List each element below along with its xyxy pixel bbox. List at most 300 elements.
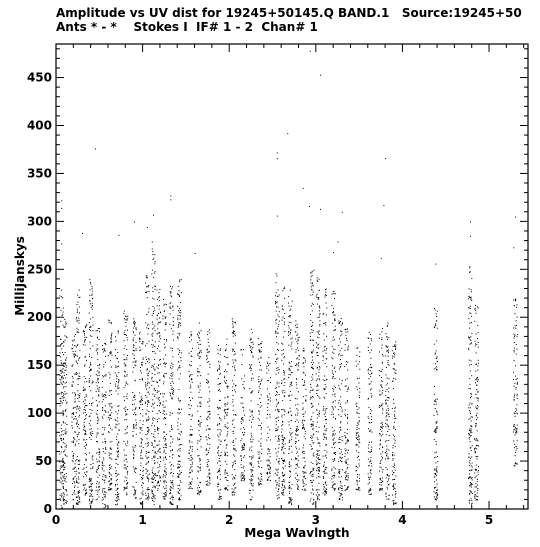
data-point [281,382,282,383]
data-point [345,409,346,410]
data-point [149,359,150,360]
data-point [369,482,370,483]
data-point [299,337,300,338]
data-point [61,474,62,475]
data-point [386,416,387,417]
data-point [219,471,220,472]
data-point [209,477,210,478]
data-point [382,424,383,425]
data-point [191,351,192,352]
data-point [333,475,334,476]
data-point [109,467,110,468]
data-point [86,414,87,415]
data-point [276,399,277,400]
data-point [140,420,141,421]
data-point [227,397,228,398]
data-point [79,396,80,397]
data-point [297,428,298,429]
data-point [395,348,396,349]
data-point [290,411,291,412]
data-point [270,439,271,440]
data-point [332,378,333,379]
data-point [227,452,228,453]
data-point [164,411,165,412]
data-point [392,474,393,475]
data-point [172,484,173,485]
data-point [249,490,250,491]
data-point [145,403,146,404]
data-point [117,406,118,407]
data-point [172,482,173,483]
data-point [275,331,276,332]
data-point [470,432,471,433]
data-point [233,448,234,449]
data-point [124,464,125,465]
data-point [145,345,146,346]
data-point [331,478,332,479]
data-point [106,506,107,507]
data-point [278,448,279,449]
data-point [258,381,259,382]
data-point [98,468,99,469]
data-point [469,465,470,466]
data-point [191,405,192,406]
data-point [180,448,181,449]
data-point [190,447,191,448]
data-point [170,347,171,348]
data-point [290,366,291,367]
data-point [172,389,173,390]
data-point [117,464,118,465]
data-point [326,452,327,453]
data-point [139,498,140,499]
data-point [296,378,297,379]
data-point [382,477,383,478]
data-point [244,444,245,445]
data-point [115,349,116,350]
data-point [471,498,472,499]
data-point [334,467,335,468]
data-point [209,364,210,365]
data-point [209,398,210,399]
data-point [83,390,84,391]
data-point [159,296,160,297]
data-point [233,492,234,493]
data-point [318,317,319,318]
data-point [142,380,143,381]
data-point [382,408,383,409]
data-point [332,459,333,460]
data-point [244,447,245,448]
data-point [368,459,369,460]
data-point [333,433,334,434]
data-point [78,477,79,478]
data-point [302,480,303,481]
data-point [134,451,135,452]
data-point [136,497,137,498]
data-point [140,470,141,471]
data-point [226,339,227,340]
data-point [64,366,65,367]
data-point [133,435,134,436]
data-point [166,401,167,402]
data-point [311,286,312,287]
data-point [91,403,92,404]
data-point [141,498,142,499]
data-point [61,370,62,371]
data-point [226,344,227,345]
data-point [86,394,87,395]
data-point [93,325,94,326]
data-point [312,425,313,426]
data-point [116,463,117,464]
data-point [170,450,171,451]
data-point [89,503,90,504]
data-point [270,417,271,418]
data-point [326,314,327,315]
data-point [135,494,136,495]
data-point [261,423,262,424]
data-point [90,409,91,410]
data-point [97,410,98,411]
data-point [163,457,164,458]
data-point [317,418,318,419]
data-point [339,442,340,443]
data-point [225,426,226,427]
data-point [276,459,277,460]
data-point [283,370,284,371]
data-point [326,473,327,474]
data-point [344,414,345,415]
data-point [84,407,85,408]
data-point [136,327,137,328]
data-point [241,364,242,365]
data-point [394,345,395,346]
data-point [163,432,164,433]
data-point [66,447,67,448]
data-point [116,436,117,437]
data-point [125,376,126,377]
data-point [90,301,91,302]
data-point [234,366,235,367]
data-point [289,503,290,504]
data-point [388,350,389,351]
data-point [206,359,207,360]
data-point [157,483,158,484]
data-point [278,411,279,412]
data-point [325,324,326,325]
data-point [157,290,158,291]
data-point [317,458,318,459]
data-point [77,344,78,345]
data-point [250,366,251,367]
data-point [153,501,154,502]
data-point [251,435,252,436]
data-point [172,356,173,357]
data-point [219,369,220,370]
data-point [225,473,226,474]
data-point [133,332,134,333]
data-point [154,440,155,441]
data-point [189,376,190,377]
data-point [291,306,292,307]
data-point [178,468,179,469]
data-point [226,414,227,415]
data-point [371,395,372,396]
data-point [173,394,174,395]
data-point [147,406,148,407]
data-point [156,485,157,486]
data-point [356,437,357,438]
data-point [234,390,235,391]
data-point [394,416,395,417]
data-point [258,458,259,459]
data-point [258,358,259,359]
data-point [163,460,164,461]
data-point [288,296,289,297]
data-point [173,473,174,474]
data-point [276,363,277,364]
data-point [199,353,200,354]
data-point [79,473,80,474]
data-point [219,365,220,366]
data-point [224,472,225,473]
data-point [282,437,283,438]
data-point [279,439,280,440]
data-point [79,323,80,324]
data-point [258,466,259,467]
data-point [134,355,135,356]
data-point [157,334,158,335]
data-point [108,355,109,356]
data-point [284,461,285,462]
data-point [104,427,105,428]
data-point [275,395,276,396]
data-point [310,399,311,400]
data-point [340,406,341,407]
data-point [166,488,167,489]
data-point [77,311,78,312]
data-point [97,385,98,386]
data-point [341,318,342,319]
data-point [197,478,198,479]
data-point [335,418,336,419]
data-point [220,408,221,409]
data-point [285,466,286,467]
data-point [170,442,171,443]
data-point [232,492,233,493]
data-point [199,491,200,492]
data-point [63,387,64,388]
data-point [290,384,291,385]
data-point [152,487,153,488]
data-point [471,416,472,417]
data-point [233,336,234,337]
data-point [83,440,84,441]
data-point [316,347,317,348]
data-point [155,495,156,496]
data-point [163,411,164,412]
data-point [312,290,313,291]
data-point [347,452,348,453]
data-point [341,325,342,326]
data-point [297,415,298,416]
data-point [207,454,208,455]
data-point [393,504,394,505]
data-point [339,400,340,401]
data-point [261,479,262,480]
data-point [61,401,62,402]
data-point [64,480,65,481]
data-point [117,445,118,446]
data-point [368,373,369,374]
data-point [164,450,165,451]
data-point [197,354,198,355]
data-point [434,470,435,471]
data-point [386,451,387,452]
data-point [89,499,90,500]
data-point [227,431,228,432]
data-point [178,400,179,401]
data-point [91,489,92,490]
data-point [382,410,383,411]
data-point [98,396,99,397]
data-point [77,331,78,332]
data-point [206,484,207,485]
data-point [77,426,78,427]
data-point [109,432,110,433]
data-point [86,445,87,446]
data-point [220,354,221,355]
data-point [209,448,210,449]
data-point [232,424,233,425]
data-point [76,418,77,419]
data-point [334,473,335,474]
data-point [173,331,174,332]
data-point [347,467,348,468]
data-point [324,398,325,399]
data-point [197,334,198,335]
data-point [139,350,140,351]
data-point [105,475,106,476]
data-point [221,431,222,432]
data-point [371,397,372,398]
data-point [179,497,180,498]
data-point [306,473,307,474]
data-point [471,485,472,486]
data-point [316,393,317,394]
data-point [278,469,279,470]
data-point [110,448,111,449]
data-point [154,388,155,389]
data-point [261,429,262,430]
data-point [386,345,387,346]
data-point [369,423,370,424]
data-point [437,328,438,329]
data-point [171,398,172,399]
data-point [152,242,153,243]
data-point [76,459,77,460]
data-point [99,368,100,369]
data-point [341,461,342,462]
data-point [312,429,313,430]
data-point [282,485,283,486]
data-point [89,437,90,438]
data-point [189,442,190,443]
data-point [325,409,326,410]
data-point [385,404,386,405]
data-point [312,463,313,464]
data-point [63,496,64,497]
data-point [164,373,165,374]
data-point [200,482,201,483]
data-point [143,420,144,421]
data-point [77,497,78,498]
data-point [278,427,279,428]
data-point [110,391,111,392]
data-point [389,429,390,430]
data-point [91,357,92,358]
data-point [284,357,285,358]
data-point [312,390,313,391]
data-point [319,468,320,469]
data-point [316,352,317,353]
data-point [469,503,470,504]
data-point [472,417,473,418]
data-point [170,502,171,503]
data-point [318,333,319,334]
data-point [338,442,339,443]
data-point [127,461,128,462]
data-point [84,340,85,341]
data-point [92,459,93,460]
data-point [200,356,201,357]
data-point [243,349,244,350]
data-point [289,441,290,442]
data-point [261,438,262,439]
data-point [268,465,269,466]
data-point [296,453,297,454]
data-point [209,400,210,401]
data-point [289,461,290,462]
data-point [79,350,80,351]
data-point [72,392,73,393]
data-point [180,400,181,401]
data-point [259,485,260,486]
data-point [220,479,221,480]
data-point [163,383,164,384]
data-point [437,361,438,362]
data-point [290,498,291,499]
data-point [220,350,221,351]
data-point [395,484,396,485]
data-point [154,254,155,255]
data-point [62,472,63,473]
data-point [261,478,262,479]
data-point [172,488,173,489]
data-point [163,376,164,377]
data-point [261,427,262,428]
data-point [303,372,304,373]
data-point [92,291,93,292]
data-point [139,379,140,380]
data-point [252,391,253,392]
data-point [389,435,390,436]
data-point [181,431,182,432]
data-point [61,482,62,483]
data-point [89,478,90,479]
data-point [370,389,371,390]
